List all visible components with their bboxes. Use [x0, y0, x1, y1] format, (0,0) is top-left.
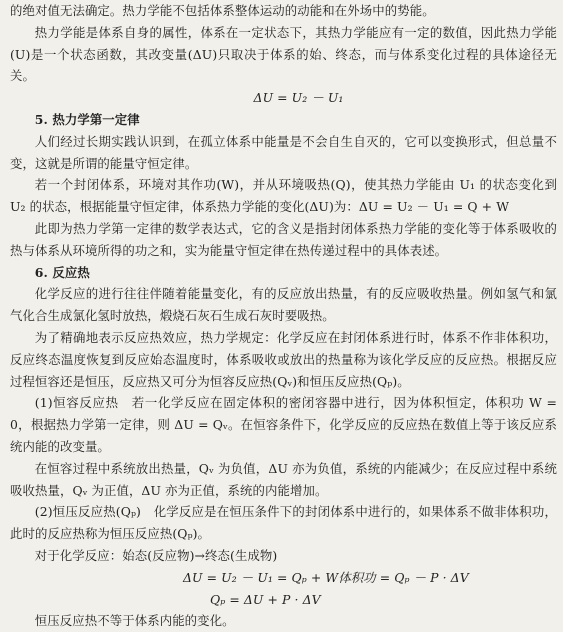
paragraph-constant-volume-sign: 在恒容过程中系统放出热量，Qᵥ 为负值，ΔU 亦为负值，系统的内能减少；在反应过程中系统吸收热量，Qᵥ 为正值，ΔU 亦为正值，系统的内能增加。: [10, 460, 557, 498]
paragraph-conclusion: 恒压反应热不等于体系内能的变化。: [34, 613, 235, 629]
section-heading-first-law: 5. 热力学第一定律: [34, 111, 140, 127]
paragraph-first-law-meaning: 此即为热力学第一定律的数学表达式，它的含义是指封闭体系热力学能的变化等于体系吸收的热与体系从环境所得的功之和，实为能量守恒定律在热传递过程中的具体表述。: [10, 220, 557, 258]
paragraph-reaction-states: 对于化学反应：始态(反应物)→终态(生成物): [34, 547, 278, 563]
text-line: 的绝对值无法确定。热力学能不包括体系整体运动的动能和在外场中的势能。: [10, 3, 435, 18]
equation-delta-u: ΔU = U₂ － U₁: [253, 90, 344, 106]
paragraph-thermodynamic-energy: 热力学能是体系自身的属性，体系在一定状态下，其热力学能应有一定的数值，因此热力学能(U)是一个状态函数，其改变量(ΔU)只取决于体系的始、终态，而与体系变化过程的具体途径无关。: [10, 24, 557, 84]
section-heading-reaction-heat: 6. 反应热: [34, 264, 90, 280]
equation-qp: Qₚ = ΔU + P · ΔV: [210, 591, 321, 607]
paragraph-energy-change: 化学反应的进行往往伴随着能量变化，有的反应放出热量，有的反应吸收热量。例如氢气和氯气化合生成氯化氢时放热，煅烧石灰石生成石灰时要吸热。: [10, 286, 557, 324]
equation-first-law-pressure: ΔU = U₂ － U₁ = Qₚ + W体积功 = Qₚ － P · ΔV: [183, 569, 469, 585]
paragraph-constant-pressure-heat: (2)恒压反应热(Qₚ) 化学反应是在恒压条件下的封闭体系中进行的，如果体系不做非体积功，此时的反应热称为恒压反应热(Qₚ)。: [10, 504, 557, 542]
paragraph-closed-system: 若一个封闭体系，环境对其作功(W)，并从环境吸热(Q)，使其热力学能由 U₁ 的状态变化到 U₂ 的状态，根据能量守恒定律，体系热力学能的变化(ΔU)为：ΔU = U₂ － U₁ = Q + W: [10, 177, 557, 215]
paragraph-reaction-heat-definition: 为了精确地表示反应热效应，热力学规定：化学反应在封闭体系进行时，体系不作非体积功，反应终态温度恢复到反应始态温度时，体系吸收或放出的热量称为该化学反应的反应热。根据反应过程恒容还是恒压，反应热又可分为恒容反应热(Qᵥ)和恒压反应热(Qₚ)。: [10, 329, 557, 389]
paragraph-energy-conservation: 人们经过长期实践认识到，在孤立体系中能量是不会自生自灭的，它可以变换形式，但总量不变，这就是所谓的能量守恒定律。: [10, 133, 557, 171]
paragraph-constant-volume-heat: (1)恒容反应热 若一化学反应在固定体积的密闭容器中进行，因为体积恒定，体积功 W = 0，根据热力学第一定律，则 ΔU = Qᵥ。在恒容条件下，化学反应的反应热在数值上等于该反应系统内能的改变量。: [10, 395, 557, 454]
